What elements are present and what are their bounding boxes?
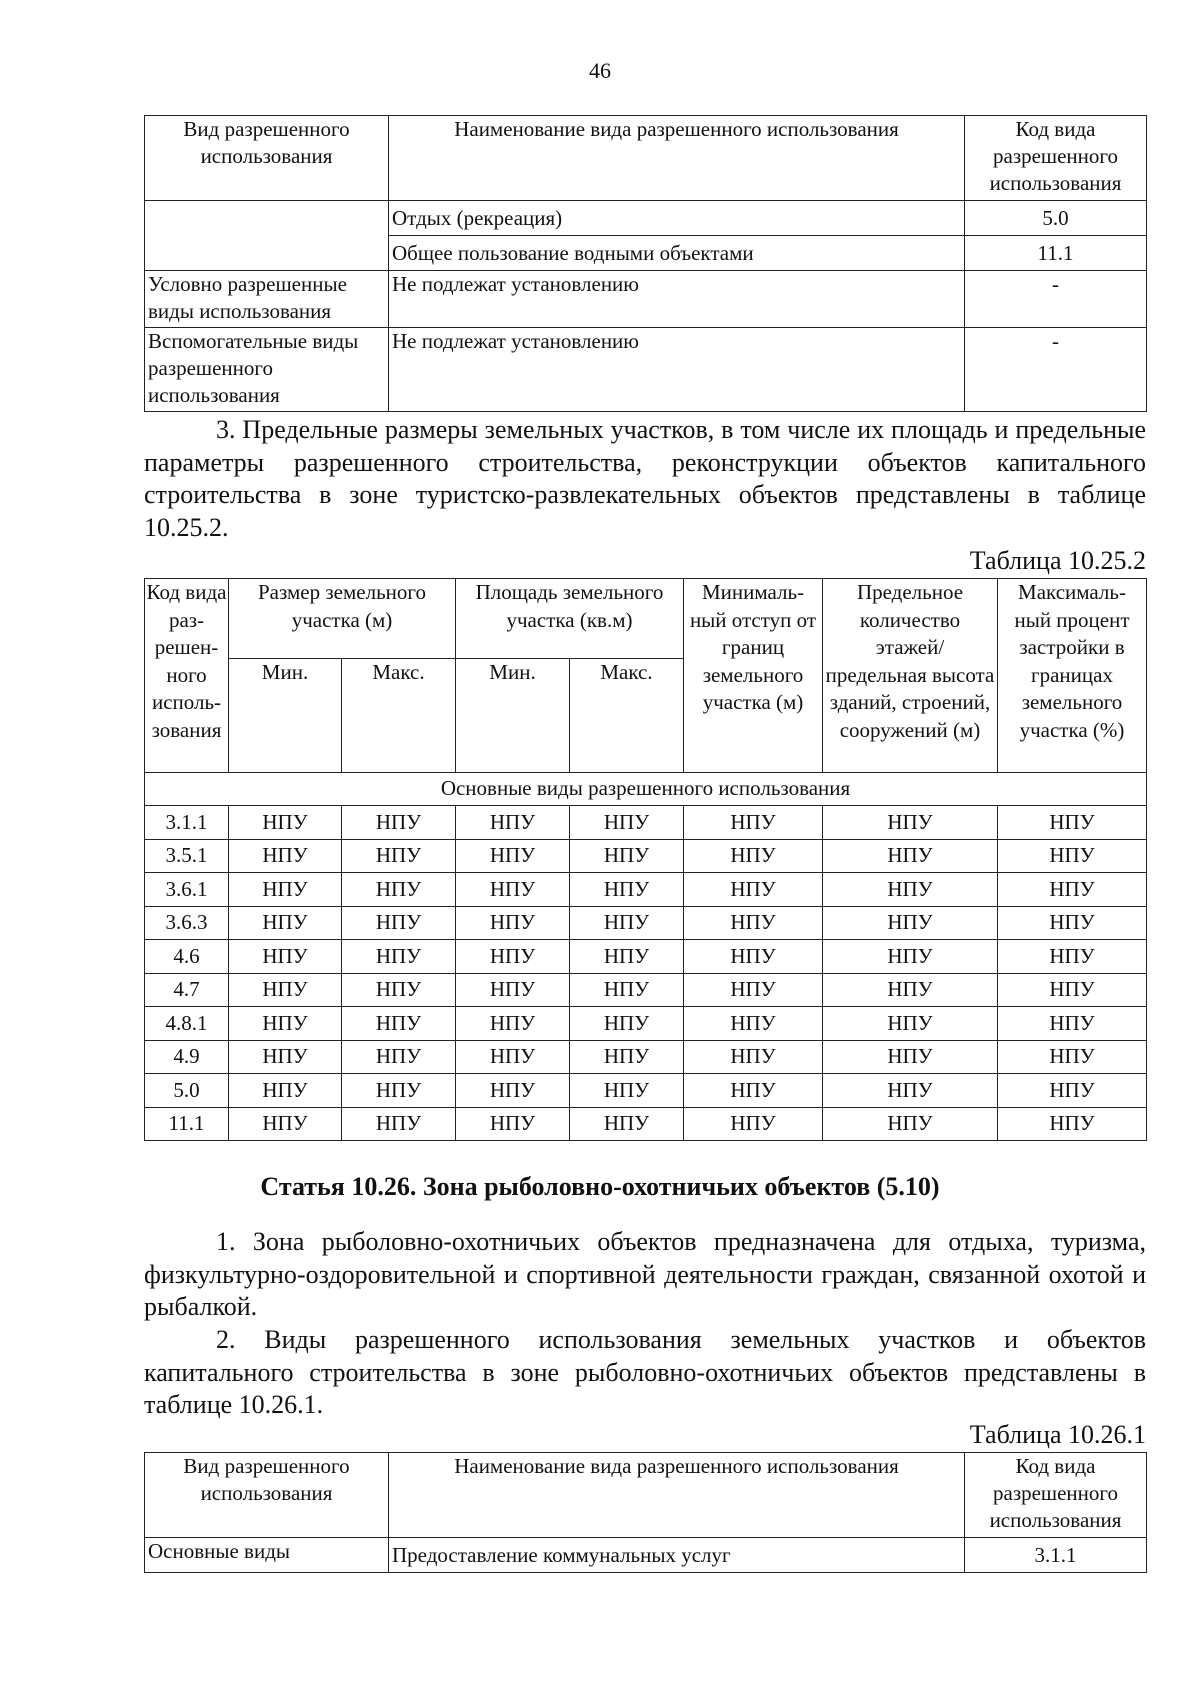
value-cell: НПУ [342, 873, 456, 907]
value-cell: НПУ [823, 1107, 998, 1141]
code-cell: 5.0 [965, 201, 1147, 236]
value-cell: НПУ [229, 940, 342, 974]
value-cell: НПУ [570, 940, 684, 974]
value-cell: НПУ [229, 1040, 342, 1074]
value-cell: НПУ [456, 906, 570, 940]
header-cell: Код вида разрешенного использования [965, 116, 1147, 201]
value-cell: НПУ [684, 940, 823, 974]
table-row [145, 806, 1147, 840]
paragraph-3 [144, 414, 1146, 544]
value-cell: НПУ [229, 839, 342, 873]
value-cell: НПУ [342, 1040, 456, 1074]
value-cell: НПУ [823, 1074, 998, 1108]
code-cell: 3.6.3 [145, 906, 229, 940]
table-row [145, 839, 1147, 873]
table-row [145, 1040, 1147, 1074]
value-cell: НПУ [229, 906, 342, 940]
table-row [145, 1538, 1147, 1573]
value-cell: НПУ [570, 906, 684, 940]
table-row [145, 201, 1147, 236]
table-row [145, 1107, 1147, 1141]
value-cell: НПУ [229, 1007, 342, 1041]
value-cell: НПУ [823, 839, 998, 873]
table-row [145, 328, 1147, 412]
value-cell: НПУ [456, 806, 570, 840]
paragraph-text: 3. Предельные размеры земельных участков, в том числе их площадь и предельные параметры разрешенного строительства, реконструкции объектов капитального строительства в зоне туристско-развлекательных объектов представлены в таблице 10.25.2. [144, 415, 1146, 542]
value-cell: НПУ [570, 873, 684, 907]
code-cell: 5.0 [145, 1074, 229, 1108]
header-code: Код вида раз- решен- ного исполь- зования [145, 579, 229, 773]
header-max: Макс. [342, 659, 456, 773]
value-cell: НПУ [998, 906, 1147, 940]
value-cell: НПУ [229, 1074, 342, 1108]
value-cell: НПУ [823, 973, 998, 1007]
group-cell: Основные виды [145, 1538, 389, 1573]
table-body [145, 806, 1147, 1141]
value-cell: НПУ [998, 1074, 1147, 1108]
header-area: Площадь земельного участка (кв.м) [456, 579, 684, 659]
value-cell: НПУ [456, 839, 570, 873]
value-cell: НПУ [456, 1007, 570, 1041]
value-cell: НПУ [998, 839, 1147, 873]
header-min: Мин. [229, 659, 342, 773]
value-cell: НПУ [570, 973, 684, 1007]
paragraph-1 [144, 1226, 1146, 1324]
value-cell: НПУ [998, 1007, 1147, 1041]
value-cell: НПУ [998, 973, 1147, 1007]
value-cell: НПУ [684, 1007, 823, 1041]
value-cell: НПУ [229, 973, 342, 1007]
paragraph-text: 2. Виды разрешенного использования земельных участков и объектов капитального строительства в зоне рыболовно-охотничьих объектов представлены в таблице 10.26.1. [144, 1325, 1146, 1419]
value-cell: НПУ [342, 973, 456, 1007]
value-cell: НПУ [456, 973, 570, 1007]
code-cell: - [965, 328, 1147, 412]
table-header-row [145, 116, 1147, 201]
code-cell: 11.1 [965, 236, 1147, 271]
value-cell: НПУ [570, 1074, 684, 1108]
table-header-row [145, 1453, 1147, 1538]
header-min: Мин. [456, 659, 570, 773]
value-cell: НПУ [684, 973, 823, 1007]
value-cell: НПУ [823, 873, 998, 907]
header-cell: Вид разрешенного использования [145, 1453, 389, 1538]
value-cell: НПУ [456, 1040, 570, 1074]
value-cell: НПУ [342, 1107, 456, 1141]
value-cell: НПУ [998, 940, 1147, 974]
code-cell: 3.5.1 [145, 839, 229, 873]
value-cell: НПУ [342, 906, 456, 940]
value-cell: НПУ [684, 839, 823, 873]
value-cell: НПУ [342, 1074, 456, 1108]
name-cell: Предоставление коммунальных услуг [389, 1538, 965, 1573]
value-cell: НПУ [823, 1040, 998, 1074]
table-10-26-1 [144, 1452, 1146, 1573]
page-number: 46 [589, 58, 611, 83]
value-cell: НПУ [570, 1007, 684, 1041]
header-floors: Предельное количество этажей/ предельная высота зданий, строений, сооружений (м) [823, 579, 998, 773]
value-cell: НПУ [570, 1107, 684, 1141]
value-cell: НПУ [456, 1074, 570, 1108]
table-row [145, 873, 1147, 907]
header-percent: Максималь- ный процент застройки в границах земельного участка (%) [998, 579, 1147, 773]
code-cell: 4.8.1 [145, 1007, 229, 1041]
paragraph-2 [144, 1324, 1146, 1422]
value-cell: НПУ [823, 1007, 998, 1041]
table-caption: Таблица 10.26.1 [969, 1420, 1146, 1449]
table-10-25-2 [144, 578, 1146, 1141]
header-cell: Вид разрешенного использования [145, 116, 389, 201]
paragraph-text: 1. Зона рыболовно-охотничьих объектов предназначена для отдыха, туризма, физкультурно-оздоровительной и спортивной деятельности граждан, связанной охотой и рыбалкой. [144, 1227, 1146, 1321]
value-cell: НПУ [342, 1007, 456, 1041]
code-cell: 3.6.1 [145, 873, 229, 907]
code-cell: 4.7 [145, 973, 229, 1007]
value-cell: НПУ [570, 1040, 684, 1074]
value-cell: НПУ [342, 806, 456, 840]
value-cell: НПУ [456, 873, 570, 907]
table-caption: Таблица 10.25.2 [969, 546, 1146, 575]
value-cell: НПУ [823, 940, 998, 974]
value-cell: НПУ [823, 806, 998, 840]
code-cell: 3.1.1 [145, 806, 229, 840]
table-row [145, 906, 1147, 940]
group-cell [145, 201, 389, 271]
table-row [145, 973, 1147, 1007]
header-cell: Наименование вида разрешенного использования [389, 1453, 965, 1538]
section-label: Основные виды разрешенного использования [145, 773, 1147, 806]
article-heading: Статья 10.26. Зона рыболовно-охотничьих объектов (5.10) [260, 1172, 940, 1201]
name-cell: Не подлежат установлению [389, 271, 965, 328]
name-cell: Общее пользование водными объектами [389, 236, 965, 271]
header-cell: Наименование вида разрешенного использования [389, 116, 965, 201]
table-10-25-1-continuation [144, 115, 1146, 412]
group-cell: Условно разрешенные виды использования [145, 271, 389, 328]
value-cell: НПУ [684, 806, 823, 840]
name-cell: Отдых (рекреация) [389, 201, 965, 236]
value-cell: НПУ [684, 906, 823, 940]
value-cell: НПУ [229, 806, 342, 840]
value-cell: НПУ [570, 839, 684, 873]
value-cell: НПУ [684, 873, 823, 907]
code-cell: 11.1 [145, 1107, 229, 1141]
header-cell: Код вида разрешенного использования [965, 1453, 1147, 1538]
table-row [145, 1074, 1147, 1108]
value-cell: НПУ [229, 873, 342, 907]
header-max: Макс. [570, 659, 684, 773]
value-cell: НПУ [342, 940, 456, 974]
table-row [145, 940, 1147, 974]
value-cell: НПУ [456, 1107, 570, 1141]
name-cell: Не подлежат установлению [389, 328, 965, 412]
table-row [145, 271, 1147, 328]
value-cell: НПУ [998, 873, 1147, 907]
value-cell: НПУ [998, 1107, 1147, 1141]
value-cell: НПУ [823, 906, 998, 940]
value-cell: НПУ [998, 806, 1147, 840]
value-cell: НПУ [684, 1040, 823, 1074]
value-cell: НПУ [229, 1107, 342, 1141]
code-cell: - [965, 271, 1147, 328]
header-size: Размер земельного участка (м) [229, 579, 456, 659]
code-cell: 4.9 [145, 1040, 229, 1074]
group-cell: Вспомогательные виды разрешенного использования [145, 328, 389, 412]
value-cell: НПУ [342, 839, 456, 873]
header-setback: Минималь- ный отступ от границ земельного участка (м) [684, 579, 823, 773]
table-header-row [145, 579, 1147, 659]
code-cell: 3.1.1 [965, 1538, 1147, 1573]
value-cell: НПУ [456, 940, 570, 974]
code-cell: 4.6 [145, 940, 229, 974]
value-cell: НПУ [684, 1107, 823, 1141]
table-row [145, 1007, 1147, 1041]
value-cell: НПУ [998, 1040, 1147, 1074]
value-cell: НПУ [684, 1074, 823, 1108]
value-cell: НПУ [570, 806, 684, 840]
section-row [145, 773, 1147, 806]
